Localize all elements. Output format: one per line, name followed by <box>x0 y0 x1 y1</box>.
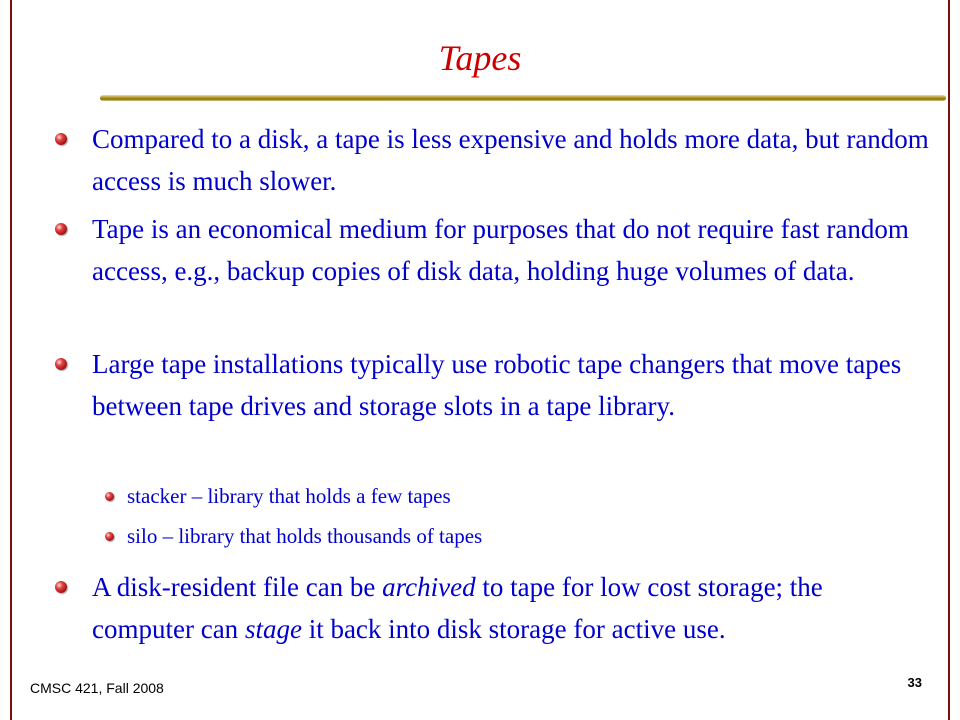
sub-bullet-item <box>105 483 930 509</box>
sub-bullet-orb-icon <box>105 532 114 541</box>
text-run: A disk-resident file can be <box>92 572 383 602</box>
bullet-orb-icon <box>55 358 67 370</box>
slide-frame-right <box>948 0 950 720</box>
bullet-text <box>92 566 930 650</box>
bullet-orb-icon <box>55 223 67 235</box>
title-divider <box>100 95 946 101</box>
footer-course-label: CMSC 421, Fall 2008 <box>30 680 164 696</box>
bullet-item <box>55 343 930 427</box>
slide-title: Tapes <box>438 38 522 78</box>
bullet-item <box>55 118 930 202</box>
sub-bullet-text: silo – library that holds thousands of tapes <box>127 524 483 548</box>
bullet-text: Large tape installations typically use robotic tape changers that move tapes between tape drives and storage slots in a tape library. <box>92 349 902 421</box>
sub-bullet-text: stacker – library that holds a few tapes <box>127 484 451 508</box>
page-number: 33 <box>907 675 922 690</box>
bullet-text: Compared to a disk, a tape is less expensive and holds more data, but random access is much slower. <box>92 124 929 196</box>
bullet-orb-icon <box>55 581 67 593</box>
bullet-text: Tape is an economical medium for purposes that do not require fast random access, e.g., backup copies of disk data, holding huge volumes of data. <box>92 214 909 286</box>
bullet-item <box>55 208 930 292</box>
bullet-orb-icon <box>55 133 67 145</box>
sub-bullet-item <box>105 523 930 549</box>
bullet-item <box>55 566 930 650</box>
emphasis-archived: archived <box>382 572 476 602</box>
text-run: it back into disk storage for active use. <box>301 614 726 644</box>
text-run: to tape for low cost storage; the computer can <box>92 572 823 644</box>
slide-frame-left <box>10 0 12 720</box>
emphasis-stage: stage <box>244 614 302 644</box>
sub-bullet-orb-icon <box>105 492 114 501</box>
